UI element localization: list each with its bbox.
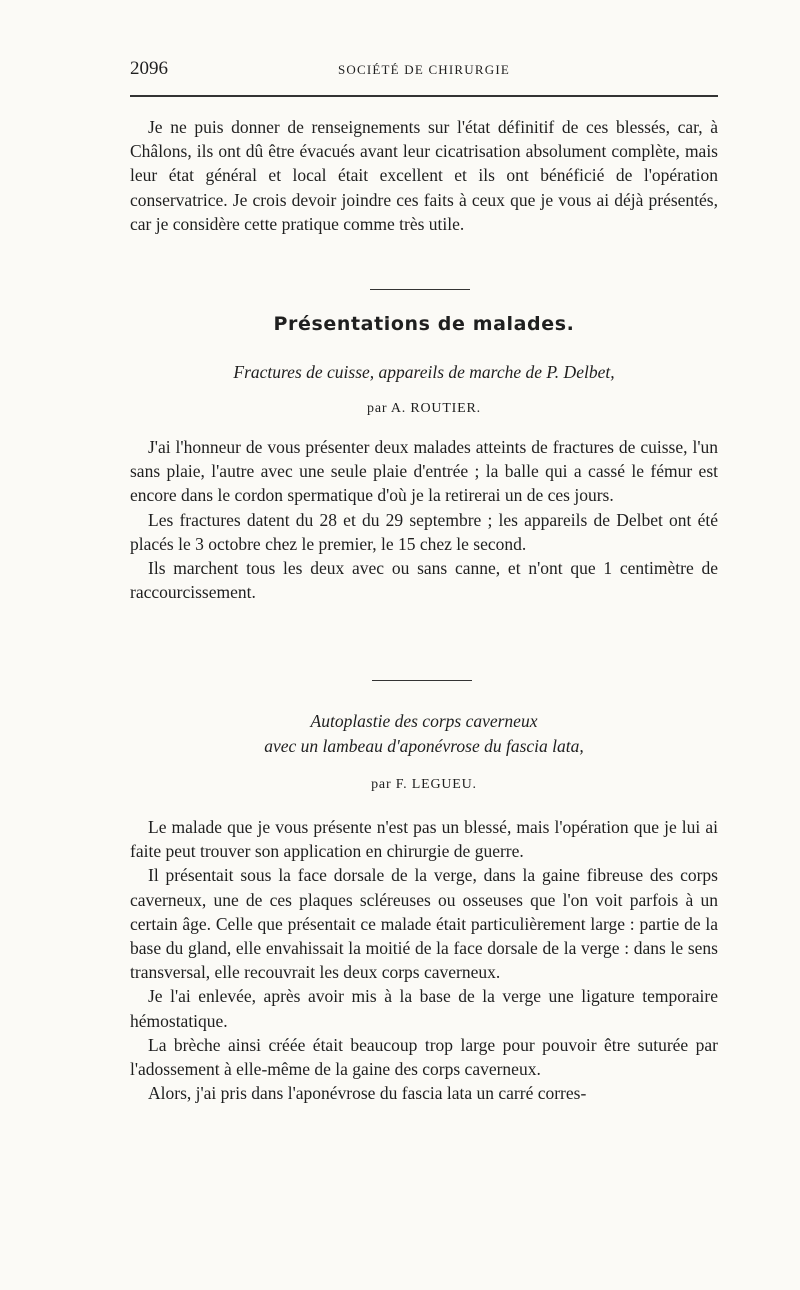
paragraph: Je ne puis donner de renseignements sur l'état définitif de ces blessés, car, à Châlons, ils ont dû être évacués avant leur cicatrisation absolument complète, mais leur état général et local était excellent et ils ont bénéficié de l'opération conservatrice. Je crois devoir joindre ces faits à ceux que je vous ai déjà présentés, car je considère cette pratique comme très utile. (130, 117, 718, 234)
paragraph: J'ai l'honneur de vous présenter deux malades atteints de fractures de cuisse, l'un sans plaie, l'autre avec une seule plaie d'entrée ; la balle qui a cassé le fémur est encore dans le cordon spermatique d'où je la retirerai un de ces jours. (130, 437, 718, 506)
separator-rule (372, 680, 472, 681)
article-byline: par A. ROUTIER. (367, 401, 481, 416)
paragraph: Il présentait sous la face dorsale de la verge, dans la gaine fibreuse des corps caverneux, une de ces plaques scléreuses ou osseuses que l'on voit parfois à un certain âge. Celle que présentait ce malade était particulièrement large : partie de la base du gland, elle envahissait la moitié de la face dorsale de la verge : dans le sens transversal, elle recouvrait les deux corps caverneux. (130, 865, 718, 983)
intro-text (130, 115, 718, 236)
paragraph: Alors, j'ai pris dans l'aponévrose du fascia lata un carré corres- (148, 1083, 587, 1104)
section-title: Présentations de malades. (273, 313, 575, 335)
article-body (130, 435, 718, 604)
separator-rule (370, 289, 470, 290)
article-body (130, 815, 718, 1105)
article-title: Fractures de cuisse, appareils de marche de P. Delbet, (233, 362, 615, 382)
paragraph: Je l'ai enlevée, après avoir mis à la base de la verge une ligature temporaire hémostatique. (130, 986, 718, 1031)
paragraph: Le malade que je vous présente n'est pas un blessé, mais l'opération que je lui ai faite peut trouver son application en chirurgie de guerre. (130, 817, 718, 862)
paragraph: Ils marchent tous les deux avec ou sans canne, et n'ont que 1 centimètre de raccourcissement. (130, 558, 718, 603)
page-number: 2096 (130, 58, 168, 79)
paragraph: La brèche ainsi créée était beaucoup trop large pour pouvoir être suturée par l'adossement à elle-même de la gaine des corps caverneux. (130, 1034, 718, 1080)
article-title-line-1: Autoplastie des corps caverneux (310, 711, 538, 731)
article-byline: par F. LEGUEU. (371, 777, 477, 792)
running-title: SOCIÉTÉ DE CHIRURGIE (337, 62, 511, 77)
article-title-line-2: avec un lambeau d'aponévrose du fascia lata, (264, 736, 584, 756)
running-header (130, 58, 718, 86)
header-rule (130, 95, 718, 97)
paragraph: Les fractures datent du 28 et du 29 septembre ; les appareils de Delbet ont été placés le 3 octobre chez le premier, le 15 chez le second. (130, 509, 718, 554)
